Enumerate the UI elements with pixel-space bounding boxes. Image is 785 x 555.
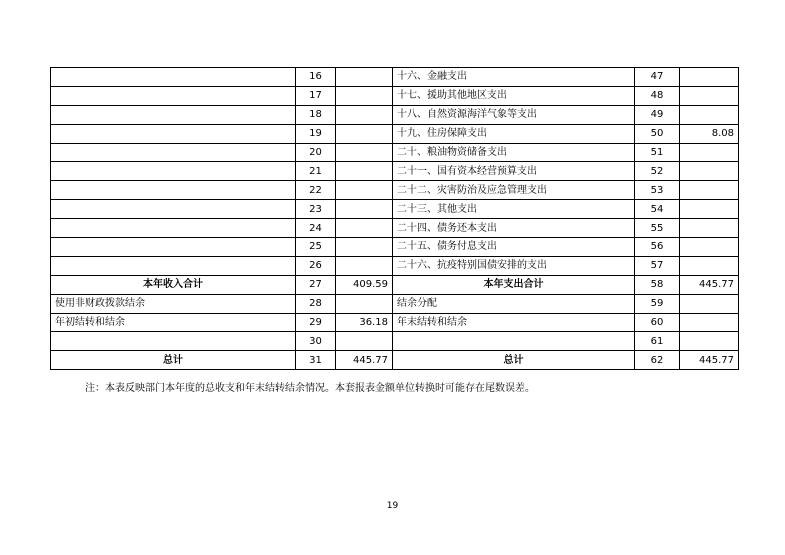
expenditure-amount-cell [680,238,739,257]
income-amount-cell [336,162,393,181]
expenditure-row-number-cell: 56 [635,238,680,257]
table-row [51,143,739,162]
income-item-cell: 本年收入合计 [51,275,296,294]
expenditure-amount-cell [680,219,739,238]
income-item-cell: 总计 [51,351,296,370]
income-row-number-cell: 21 [296,162,336,181]
expenditure-item-cell: 二十四、债务还本支出 [393,219,635,238]
income-item-cell [51,238,296,257]
expenditure-amount-cell [680,256,739,275]
income-item-cell [51,68,296,87]
expenditure-amount-cell [680,181,739,200]
table-row [51,275,739,294]
expenditure-item-cell: 二十三、其他支出 [393,200,635,219]
income-row-number-cell: 30 [296,332,336,351]
income-row-number-cell: 20 [296,143,336,162]
expenditure-amount-cell [680,294,739,313]
income-item-cell [51,86,296,105]
income-item-cell [51,162,296,181]
table-row [51,124,739,143]
expenditure-amount-cell [680,332,739,351]
expenditure-item-cell: 十七、援助其他地区支出 [393,86,635,105]
income-amount-cell: 445.77 [336,351,393,370]
expenditure-amount-cell [680,313,739,332]
income-amount-cell [336,68,393,87]
income-amount-cell: 409.59 [336,275,393,294]
expenditure-amount-cell: 8.08 [680,124,739,143]
expenditure-item-cell: 结余分配 [393,294,635,313]
income-row-number-cell: 28 [296,294,336,313]
income-amount-cell [336,143,393,162]
expenditure-item-cell: 十九、住房保障支出 [393,124,635,143]
table-row [51,86,739,105]
income-row-number-cell: 22 [296,181,336,200]
income-item-cell [51,256,296,275]
income-amount-cell [336,124,393,143]
expenditure-item-cell [393,332,635,351]
income-item-cell: 使用非财政拨款结余 [51,294,296,313]
table-row [51,313,739,332]
income-row-number-cell: 16 [296,68,336,87]
expenditure-row-number-cell: 59 [635,294,680,313]
expenditure-item-cell: 总计 [393,351,635,370]
expenditure-row-number-cell: 53 [635,181,680,200]
budget-summary-table [50,67,739,370]
table-row [51,200,739,219]
income-amount-cell [336,200,393,219]
expenditure-row-number-cell: 47 [635,68,680,87]
expenditure-row-number-cell: 62 [635,351,680,370]
expenditure-row-number-cell: 54 [635,200,680,219]
expenditure-item-cell: 十八、自然资源海洋气象等支出 [393,105,635,124]
expenditure-amount-cell [680,86,739,105]
expenditure-row-number-cell: 50 [635,124,680,143]
table-row [51,162,739,181]
income-amount-cell [336,256,393,275]
expenditure-amount-cell: 445.77 [680,275,739,294]
expenditure-amount-cell: 445.77 [680,351,739,370]
expenditure-item-cell: 二十六、抗疫特别国债安排的支出 [393,256,635,275]
income-amount-cell [336,238,393,257]
income-item-cell [51,219,296,238]
expenditure-item-cell: 十六、金融支出 [393,68,635,87]
income-row-number-cell: 29 [296,313,336,332]
expenditure-item-cell: 本年支出合计 [393,275,635,294]
table-footnote: 注：本表反映部门本年度的总收支和年末结转结余情况。本套报表金额单位转换时可能存在尾数误差。 [85,383,535,394]
income-row-number-cell: 31 [296,351,336,370]
income-amount-cell: 36.18 [336,313,393,332]
income-row-number-cell: 25 [296,238,336,257]
table-row [51,294,739,313]
expenditure-row-number-cell: 60 [635,313,680,332]
income-amount-cell [336,219,393,238]
expenditure-item-cell: 二十五、债务付息支出 [393,238,635,257]
income-amount-cell [336,332,393,351]
table-row [51,256,739,275]
income-item-cell: 年初结转和结余 [51,313,296,332]
table-row [51,238,739,257]
expenditure-item-cell: 二十一、国有资本经营预算支出 [393,162,635,181]
expenditure-row-number-cell: 61 [635,332,680,351]
income-row-number-cell: 24 [296,219,336,238]
income-amount-cell [336,86,393,105]
income-item-cell [51,181,296,200]
income-item-cell [51,332,296,351]
income-item-cell [51,124,296,143]
income-row-number-cell: 17 [296,86,336,105]
income-item-cell [51,200,296,219]
income-item-cell [51,143,296,162]
expenditure-row-number-cell: 58 [635,275,680,294]
expenditure-item-cell: 二十二、灾害防治及应急管理支出 [393,181,635,200]
income-item-cell [51,105,296,124]
expenditure-row-number-cell: 48 [635,86,680,105]
expenditure-row-number-cell: 52 [635,162,680,181]
income-row-number-cell: 27 [296,275,336,294]
income-row-number-cell: 19 [296,124,336,143]
expenditure-amount-cell [680,143,739,162]
expenditure-amount-cell [680,162,739,181]
income-row-number-cell: 18 [296,105,336,124]
page-number: 19 [386,501,399,511]
table-row [51,332,739,351]
expenditure-row-number-cell: 55 [635,219,680,238]
expenditure-row-number-cell: 57 [635,256,680,275]
table-row [51,68,739,87]
expenditure-item-cell: 二十、粮油物资储备支出 [393,143,635,162]
income-amount-cell [336,181,393,200]
expenditure-item-cell: 年末结转和结余 [393,313,635,332]
expenditure-row-number-cell: 51 [635,143,680,162]
table-row [51,105,739,124]
table-body [51,68,739,370]
expenditure-row-number-cell: 49 [635,105,680,124]
table-row [51,351,739,370]
table-row [51,181,739,200]
income-amount-cell [336,105,393,124]
income-row-number-cell: 23 [296,200,336,219]
expenditure-amount-cell [680,105,739,124]
expenditure-amount-cell [680,200,739,219]
table-row [51,219,739,238]
income-amount-cell [336,294,393,313]
expenditure-amount-cell [680,68,739,87]
income-row-number-cell: 26 [296,256,336,275]
